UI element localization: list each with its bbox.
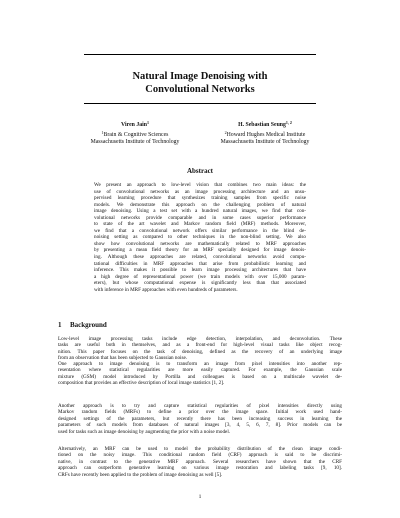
abstract-heading: Abstract [186,167,214,175]
page-number: 1 [198,494,202,500]
body-paragraph [58,336,342,362]
section-number: 1 [58,321,62,329]
author-affiliation: $^1$Brain & Cognitive Sciences [101,130,169,139]
body-line: from an observation that has been subjected to Gaussian noise. [58,355,188,362]
section-title: Background [70,321,107,329]
body-line: parameters of such models from databases of natural images [3, 4, 5, 6, 7, 8]. Prior models can be [58,422,342,429]
author-name: Viren Jain$^1$ [121,120,149,128]
body-line: composition that provides an effective description of local image statistics [1, 2]. [58,380,225,387]
abstract-line: with inference in MRF approaches with even hundreds of parameters. [94,286,238,293]
body-line: tioned on the noisy image. This conditional random field (CRF) approach is said to be discrimi- [58,452,342,459]
abstract-line: we find that a convolutional network offers similar performance in the blind de- [94,227,306,234]
body-line: designed settings of the parameters, but recently there has been increasing success in learning the [58,415,342,422]
author-institution: Massachusetts Institute of Technology [220,139,310,146]
paper-title [70,70,330,96]
body-line: One approach to image denoising is to transform an image from pixel intensities into another rep- [58,361,342,367]
body-line: nition. This paper focuses on the task of denoising, defined as the recovery of an underlying image [58,348,342,355]
abstract-line: by presenting a mean field theory for an MRF specially designed for image denois- [94,247,306,254]
abstract-line: a high degree of representational power (we train models with over 15,000 param- [94,273,306,280]
abstract-line: use of convolutional networks as an image processing architecture and an unsu- [94,188,306,195]
author-institution: Massachusetts Institute of Technology [90,139,180,146]
section-heading [58,321,107,329]
abstract-line: image denoising. Using a test set with a hundred natural images, we find that con- [94,208,306,215]
body-line: Markov random fields (MRFs) to define a prior over the image space. Initial work used hand- [58,409,342,416]
abstract-line: noising setting as compared to other techniques in the non-blind setting. We also [94,234,306,241]
body-line: approach can outperform generative learning on various image restoration and labeling tasks [9, 10]. [58,465,342,472]
abstract-line: We present an approach to low-level vision that combines two main ideas: the [94,182,306,188]
title-line: Natural Image Denoising with [132,71,268,82]
abstract-line: to state of the art wavelet and Markov random field (MRF) methods. Moreover, [94,221,306,228]
author-block [60,119,210,147]
abstract-line: tational difficulties in MRF approaches that arise from probabilistic learning and [94,260,306,267]
abstract-line: ing. Although these approaches are related, convolutional networks avoid compu- [94,254,306,261]
abstract-line: pervised learning procedure that synthesizes training samples from specific noise [94,195,306,202]
abstract-body [94,182,306,293]
title-rule-bottom [84,103,316,104]
title-line: Convolutional Networks [145,84,255,95]
body-line: Alternatively, an MRF can be used to model the probability distribution of the clean image condi- [58,446,342,452]
body-paragraph [58,403,342,435]
title-rule-top [84,54,316,55]
author-block [190,119,340,147]
abstract-line: volutional networks provide comparable and in some cases superior performance [94,214,306,221]
abstract-line: inference. This makes it possible to learn image processing architectures that have [94,267,306,274]
body-line: Another approach is to try and capture statistical regularities of pixel intensities directly using [58,403,342,409]
body-paragraph [58,361,342,387]
body-line: CRFs have recently been applied to the problem of image denoising as well [5]. [58,471,223,478]
abstract-line: models. We demonstrate this approach on the challenging problem of natural [94,201,306,208]
body-line: used for tasks such as image denoising by augmenting the prior with a noise model. [58,428,231,435]
author-name: H. Sebastian Seung$^{1, 2}$ [238,120,292,128]
body-line: Low-level image processing tasks include edge detection, interpolation, and deconvolution. These [58,336,342,342]
author-affiliation: $^2$Howard Hughes Medical Institute [224,130,306,139]
body-line: resentation where statistical regularities are more easily captured. For example, the Gaussian scale [58,367,342,374]
abstract-line: eters), but whose computational expense is significantly less than that associated [94,280,306,287]
body-paragraph [58,446,342,478]
body-line: native, in contrast to the generative MRF approach. Several researchers have shown that the CRF [58,458,342,465]
body-line: tasks are useful both in themselves, and as a front-end for high-level visual tasks like object recog- [58,342,342,349]
body-line: mixture (GSM) model introduced by Portilla and colleagues is based on a multiscale wavelet de- [58,373,342,380]
abstract-line: show how convolutional networks are mathematically related to MRF approaches [94,240,306,247]
